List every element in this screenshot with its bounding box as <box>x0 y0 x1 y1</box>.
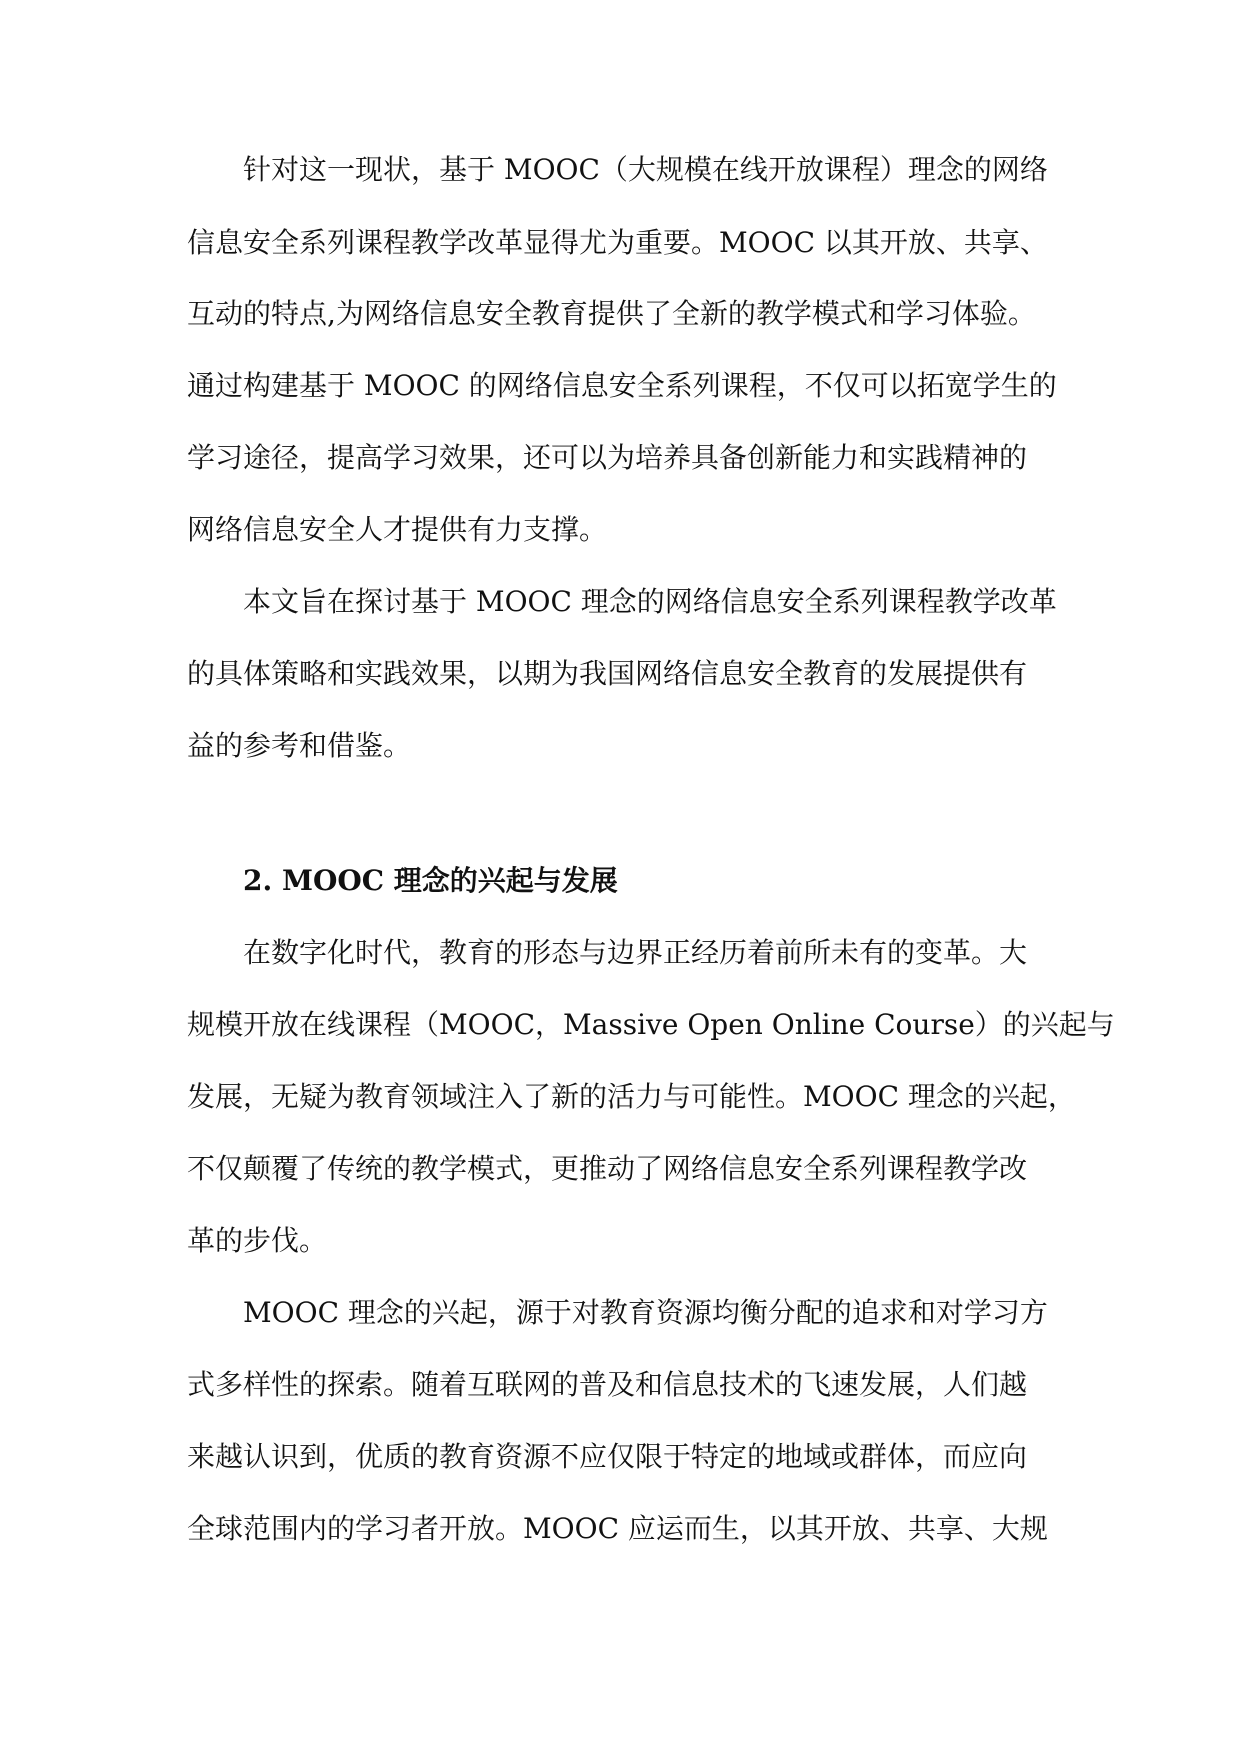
paragraph-4-line-2: 式多样性的探索。随着互联网的普及和信息技术的飞速发展，人们越 <box>187 1368 1028 1401</box>
section-heading: 2. MOOC 理念的兴起与发展 <box>243 864 618 897</box>
paragraph-3-line-1: 在数字化时代，教育的形态与边界正经历着前所未有的变革。大 <box>243 936 1028 969</box>
paragraph-1-line-1: 针对这一现状，基于 MOOC（大规模在线开放课程）理念的网络 <box>243 153 1048 186</box>
paragraph-3-line-2: 规模开放在线课程（MOOC，Massive Open Online Course）的兴起与 <box>187 1008 1115 1041</box>
paragraph-1-line-4: 通过构建基于 MOOC 的网络信息安全系列课程，不仅可以拓宽学生的 <box>187 369 1057 402</box>
paragraph-1-line-2: 信息安全系列课程教学改革显得尤为重要。MOOC 以其开放、共享、 <box>187 226 1048 259</box>
paragraph-1-line-6: 网络信息安全人才提供有力支撑。 <box>187 513 608 546</box>
paragraph-4-line-1: MOOC 理念的兴起，源于对教育资源均衡分配的追求和对学习方 <box>243 1296 1048 1329</box>
paragraph-4-line-4: 全球范围内的学习者开放。MOOC 应运而生，以其开放、共享、大规 <box>187 1512 1048 1545</box>
paragraph-3-line-4: 不仅颠覆了传统的教学模式，更推动了网络信息安全系列课程教学改 <box>187 1152 1028 1185</box>
paragraph-3-line-3: 发展，无疑为教育领域注入了新的活力与可能性。MOOC 理念的兴起， <box>187 1080 1076 1113</box>
paragraph-2-line-1: 本文旨在探讨基于 MOOC 理念的网络信息安全系列课程教学改革 <box>243 585 1057 618</box>
paragraph-1-line-5: 学习途径，提高学习效果，还可以为培养具备创新能力和实践精神的 <box>187 441 1028 474</box>
paragraph-2-line-3: 益的参考和借鉴。 <box>187 729 412 762</box>
paragraph-4-line-3: 来越认识到，优质的教育资源不应仅限于特定的地域或群体，而应向 <box>187 1440 1028 1473</box>
paragraph-3-line-5: 革的步伐。 <box>187 1224 328 1257</box>
paragraph-1-line-3: 互动的特点,为网络信息安全教育提供了全新的教学模式和学习体验。 <box>187 297 1036 330</box>
paragraph-2-line-2: 的具体策略和实践效果，以期为我国网络信息安全教育的发展提供有 <box>187 657 1028 690</box>
